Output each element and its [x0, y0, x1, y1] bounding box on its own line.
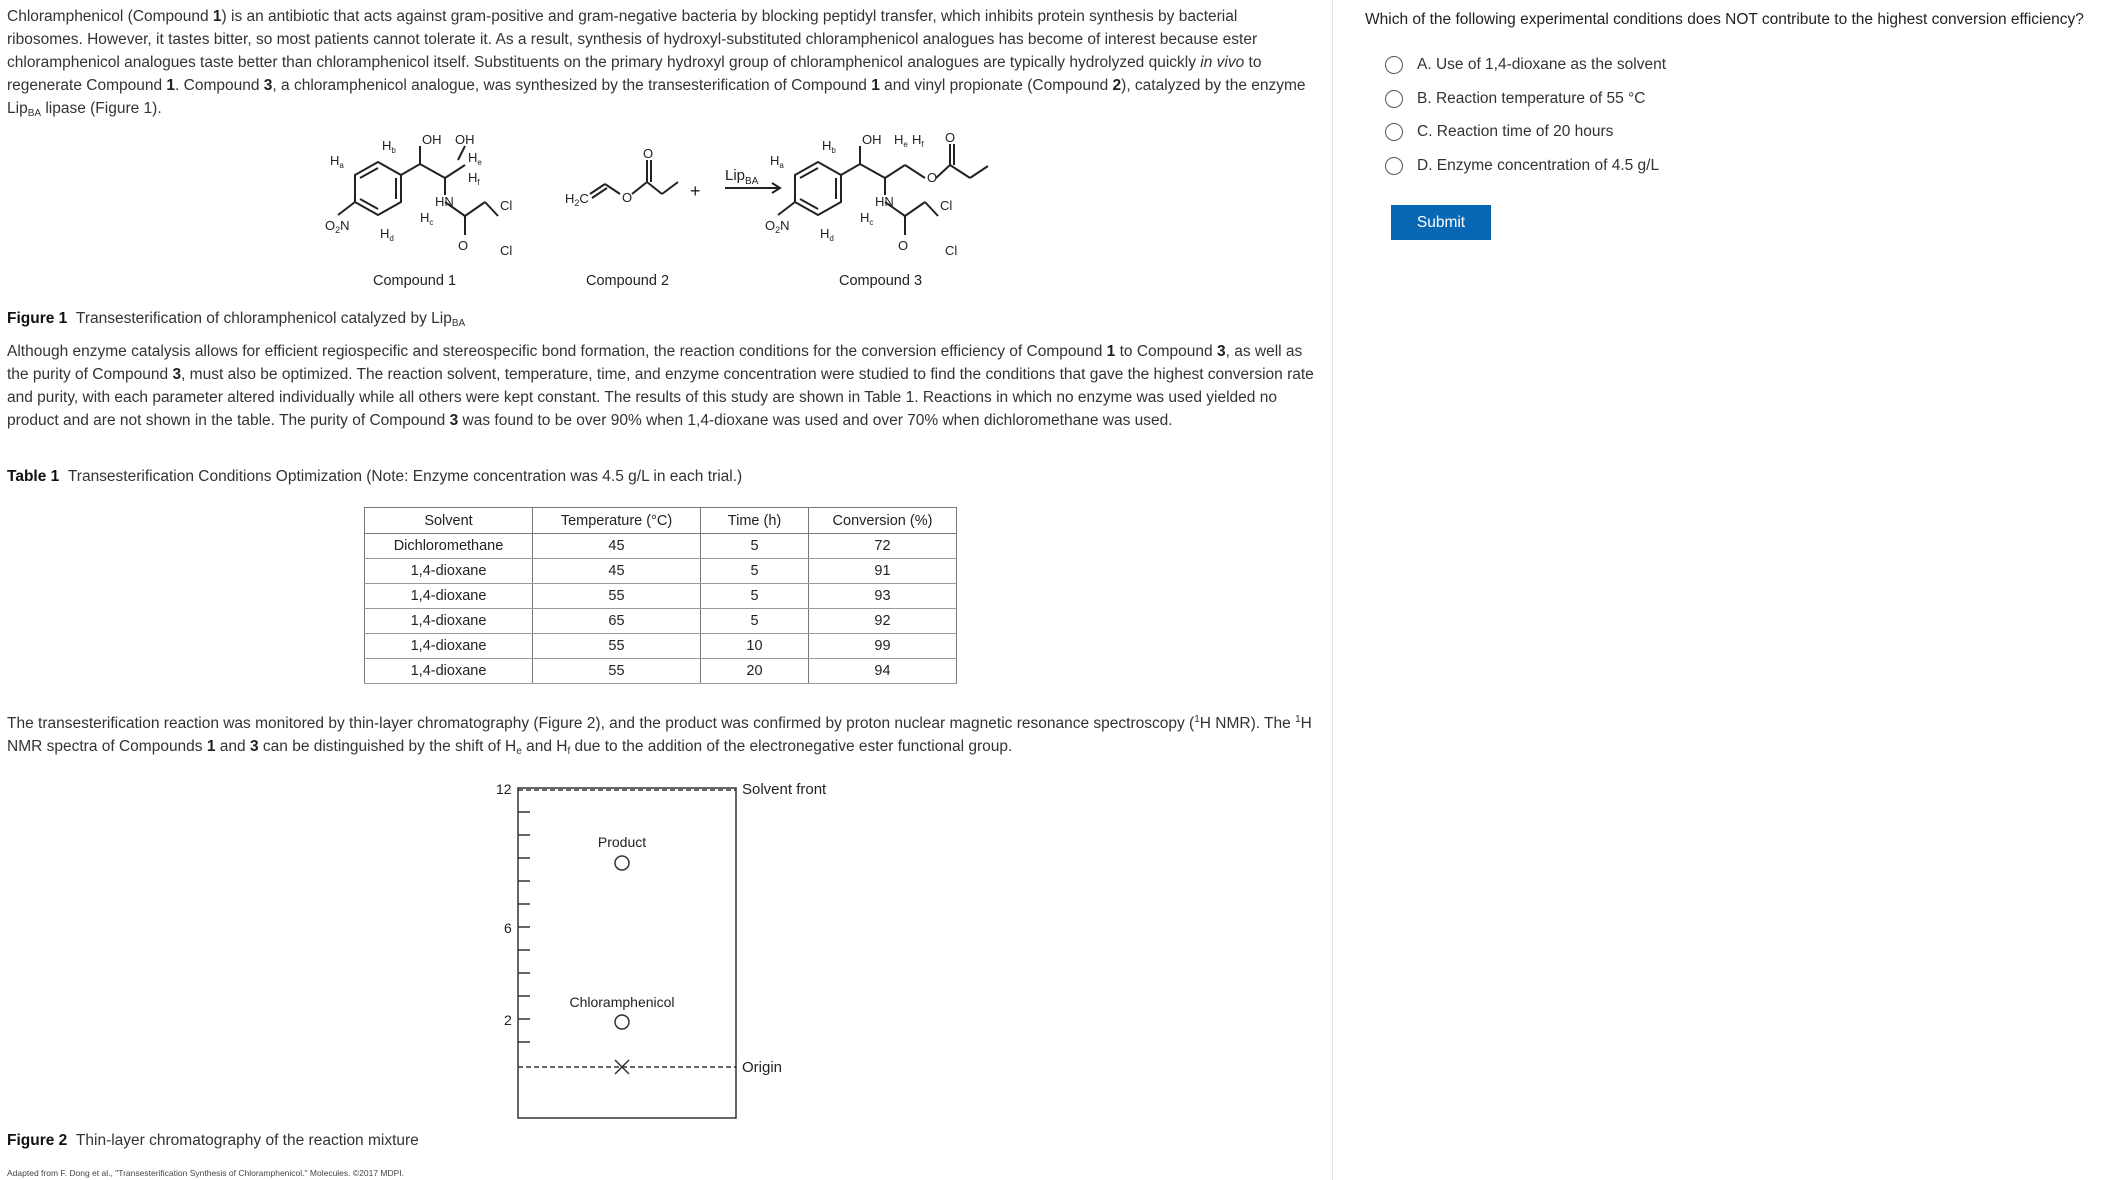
svg-text:Hb: $H_b$	[822, 138, 836, 155]
table-header-row	[365, 508, 957, 534]
figure1-caption: Figure 1 Transesterification of chloramphenicol catalyzed by Lip$_{BA}$	[7, 310, 466, 329]
table-cell: 5	[701, 534, 809, 559]
svg-text:HN: HN	[875, 194, 894, 209]
table-cell: 65	[533, 609, 701, 634]
table-row	[365, 534, 957, 559]
table-cell: 45	[533, 559, 701, 584]
compound1-label: Compound 1	[373, 273, 457, 289]
svg-text:O: O	[898, 238, 909, 253]
answer-option-d[interactable]	[1385, 157, 1659, 175]
table-cell: 55	[533, 634, 701, 659]
svg-text:HN: HN	[435, 194, 454, 209]
plus-sign: +	[690, 181, 701, 201]
table-row	[365, 609, 957, 634]
radio-button[interactable]	[1385, 123, 1403, 141]
svg-text:Hb: $H_b$	[382, 138, 396, 155]
table-header: Time (h)	[701, 508, 809, 534]
svg-text:Hf: $H_f$	[468, 170, 480, 187]
solvent-front-label: Solvent front	[742, 781, 827, 798]
question-panel	[1333, 0, 2124, 1180]
product-label: Product	[597, 834, 647, 850]
svg-text:Cl: Cl	[500, 198, 513, 213]
tick-label-12: 12	[496, 781, 512, 797]
option-label: C. Reaction time of 20 hours	[1417, 123, 1614, 140]
table-cell: 1,4-dioxane	[365, 609, 533, 634]
table-cell: 1,4-dioxane	[365, 634, 533, 659]
table-header: Conversion (%)	[809, 508, 957, 534]
svg-text:Hd: $H_d$	[820, 226, 834, 243]
tlc-plate-figure	[470, 770, 870, 1120]
conditions-table	[364, 507, 957, 684]
table-header: Solvent	[365, 508, 533, 534]
chloramphenicol-spot	[615, 1015, 629, 1029]
table-cell: 72	[809, 534, 957, 559]
table-row	[365, 634, 957, 659]
svg-text:Cl: Cl	[940, 198, 953, 213]
table-cell: 94	[809, 659, 957, 684]
tick-label-2: 2	[504, 1012, 512, 1028]
conditions-paragraph: Although enzyme catalysis allows for efficient regiospecific and stereospecific bond formation, the reaction conditions for the conversion efficiency of Compound 1 to Compound 3, as well as the purity of Compound 3, must also be optimized. The reaction solvent, temperature, time, and enzyme concentration were studied to find the conditions that gave the highest conversion rate and purity, with each parameter altered individually while all others were kept constant. The results of this study are shown in Table 1. Reactions in which no enzyme was used yielded no product and are not shown in the table. The purity of Compound 3 was found to be over 90% when 1,4-dioxane was used and over 70% when dichloromethane was used.	[7, 343, 1314, 429]
radio-button[interactable]	[1385, 56, 1403, 74]
table-header: Temperature (°C)	[533, 508, 701, 534]
origin-label: Origin	[742, 1059, 783, 1076]
table-cell: 55	[533, 659, 701, 684]
svg-text:OH: OH	[862, 132, 882, 147]
table-cell: 1,4-dioxane	[365, 584, 533, 609]
svg-text:O2N: $O_2N$	[765, 218, 790, 235]
submit-button[interactable]: Submit	[1391, 205, 1491, 240]
tick-label-6: 6	[504, 920, 512, 936]
radio-button[interactable]	[1385, 90, 1403, 108]
table-row	[365, 559, 957, 584]
svg-text:OH: OH	[422, 132, 442, 147]
nmr-paragraph: The transesterification reaction was monitored by thin-layer chromatography (Figure 2), and the product was confirmed by proton nuclear magnetic resonance spectroscopy ($^1$H NMR). The $^1$H NMR spectra of Compounds 1 and 3 can be distinguished by the shift of $H_e$ and $H_f$ due to the addition of the electronegative ester functional group.	[7, 714, 1312, 758]
answer-option-b[interactable]	[1385, 90, 1645, 108]
svg-text:Hc: $H_c$	[860, 210, 874, 227]
svg-text:He: $H_e$	[894, 132, 908, 149]
chloramphenicol-label: Chloramphenicol	[569, 994, 675, 1010]
table-cell: 1,4-dioxane	[365, 559, 533, 584]
source-credit: Adapted from F. Dong et al., "Transesterification Synthesis of Chloramphenicol." Molecules. ©2017 MDPI.	[7, 1168, 405, 1178]
compound3-label: Compound 3	[839, 273, 923, 289]
table-cell: 92	[809, 609, 957, 634]
table-cell: 5	[701, 584, 809, 609]
svg-text:He: $H_e$	[468, 150, 482, 167]
table-cell: 45	[533, 534, 701, 559]
table-cell: 10	[701, 634, 809, 659]
table-cell: 20	[701, 659, 809, 684]
table-cell: 93	[809, 584, 957, 609]
table-cell: Dichloromethane	[365, 534, 533, 559]
table-cell: 91	[809, 559, 957, 584]
table-cell: 5	[701, 609, 809, 634]
table-cell: 1,4-dioxane	[365, 659, 533, 684]
svg-text:O: O	[643, 146, 654, 161]
svg-text:Hc: $H_c$	[420, 210, 434, 227]
svg-text:O: O	[927, 170, 938, 185]
intro-paragraph: Chloramphenicol (Compound 1) is an antibiotic that acts against gram-positive and gram-negative bacteria by blocking peptidyl transfer, which inhibits protein synthesis by bacterial ribosomes. However, it tastes bitter, so most patients cannot tolerate it. As a result, synthesis of hydroxyl-substituted chloramphenicol analogues has become of interest because ester chloramphenicol analogues taste better than chloramphenicol itself. Substituents on the primary hydroxyl group of chloramphenicol analogues are typically hydrolyzed quickly in vivo to regenerate Compound 1. Compound 3, a chloramphenicol analogue, was synthesized by the transesterification of Compound 1 and vinyl propionate (Compound 2), catalyzed by the enzyme Lip$_{BA}$ lipase (Figure 1).	[7, 8, 1306, 119]
svg-text:O2N: $O_2N$	[325, 218, 350, 235]
product-spot	[615, 856, 629, 870]
answer-option-a[interactable]	[1385, 56, 1666, 74]
compound2-label: Compound 2	[586, 273, 670, 289]
svg-text:Ha: $H_a$	[330, 153, 344, 170]
answer-option-c[interactable]	[1385, 123, 1613, 141]
svg-text:Hd: $H_d$	[380, 226, 394, 243]
radio-button[interactable]	[1385, 157, 1403, 175]
svg-text:OH: OH	[455, 132, 475, 147]
enzyme-label: Lip$_{BA}$	[725, 167, 759, 187]
svg-text:H2C: $H_2C$	[565, 191, 589, 208]
svg-text:Hf: $H_f$	[912, 132, 924, 149]
table-row	[365, 584, 957, 609]
table-cell: 55	[533, 584, 701, 609]
option-label: A. Use of 1,4-dioxane as the solvent	[1417, 56, 1667, 73]
svg-text:Cl: Cl	[500, 243, 513, 258]
option-label: D. Enzyme concentration of 4.5 g/L	[1417, 157, 1660, 174]
table-cell: 5	[701, 559, 809, 584]
option-label: B. Reaction temperature of 55 °C	[1417, 90, 1646, 107]
table1-caption: Table 1 Transesterification Conditions Optimization (Note: Enzyme concentration was 4.5 g/L in each trial.)	[7, 468, 743, 485]
figure1-reaction-scheme	[300, 130, 1020, 275]
compound3-ring	[795, 162, 841, 215]
table-cell: 99	[809, 634, 957, 659]
svg-text:Cl: Cl	[945, 243, 958, 258]
svg-text:Ha: $H_a$	[770, 153, 784, 170]
compound1-ring	[355, 162, 401, 215]
question-text: Which of the following experimental conditions does NOT contribute to the highest conversion efficiency?	[1365, 11, 2084, 28]
table-row	[365, 659, 957, 684]
figure2-caption: Figure 2 Thin-layer chromatography of the reaction mixture	[7, 1132, 419, 1149]
svg-text:O: O	[458, 238, 469, 253]
svg-text:O: O	[945, 130, 956, 145]
svg-text:O: O	[622, 190, 633, 205]
